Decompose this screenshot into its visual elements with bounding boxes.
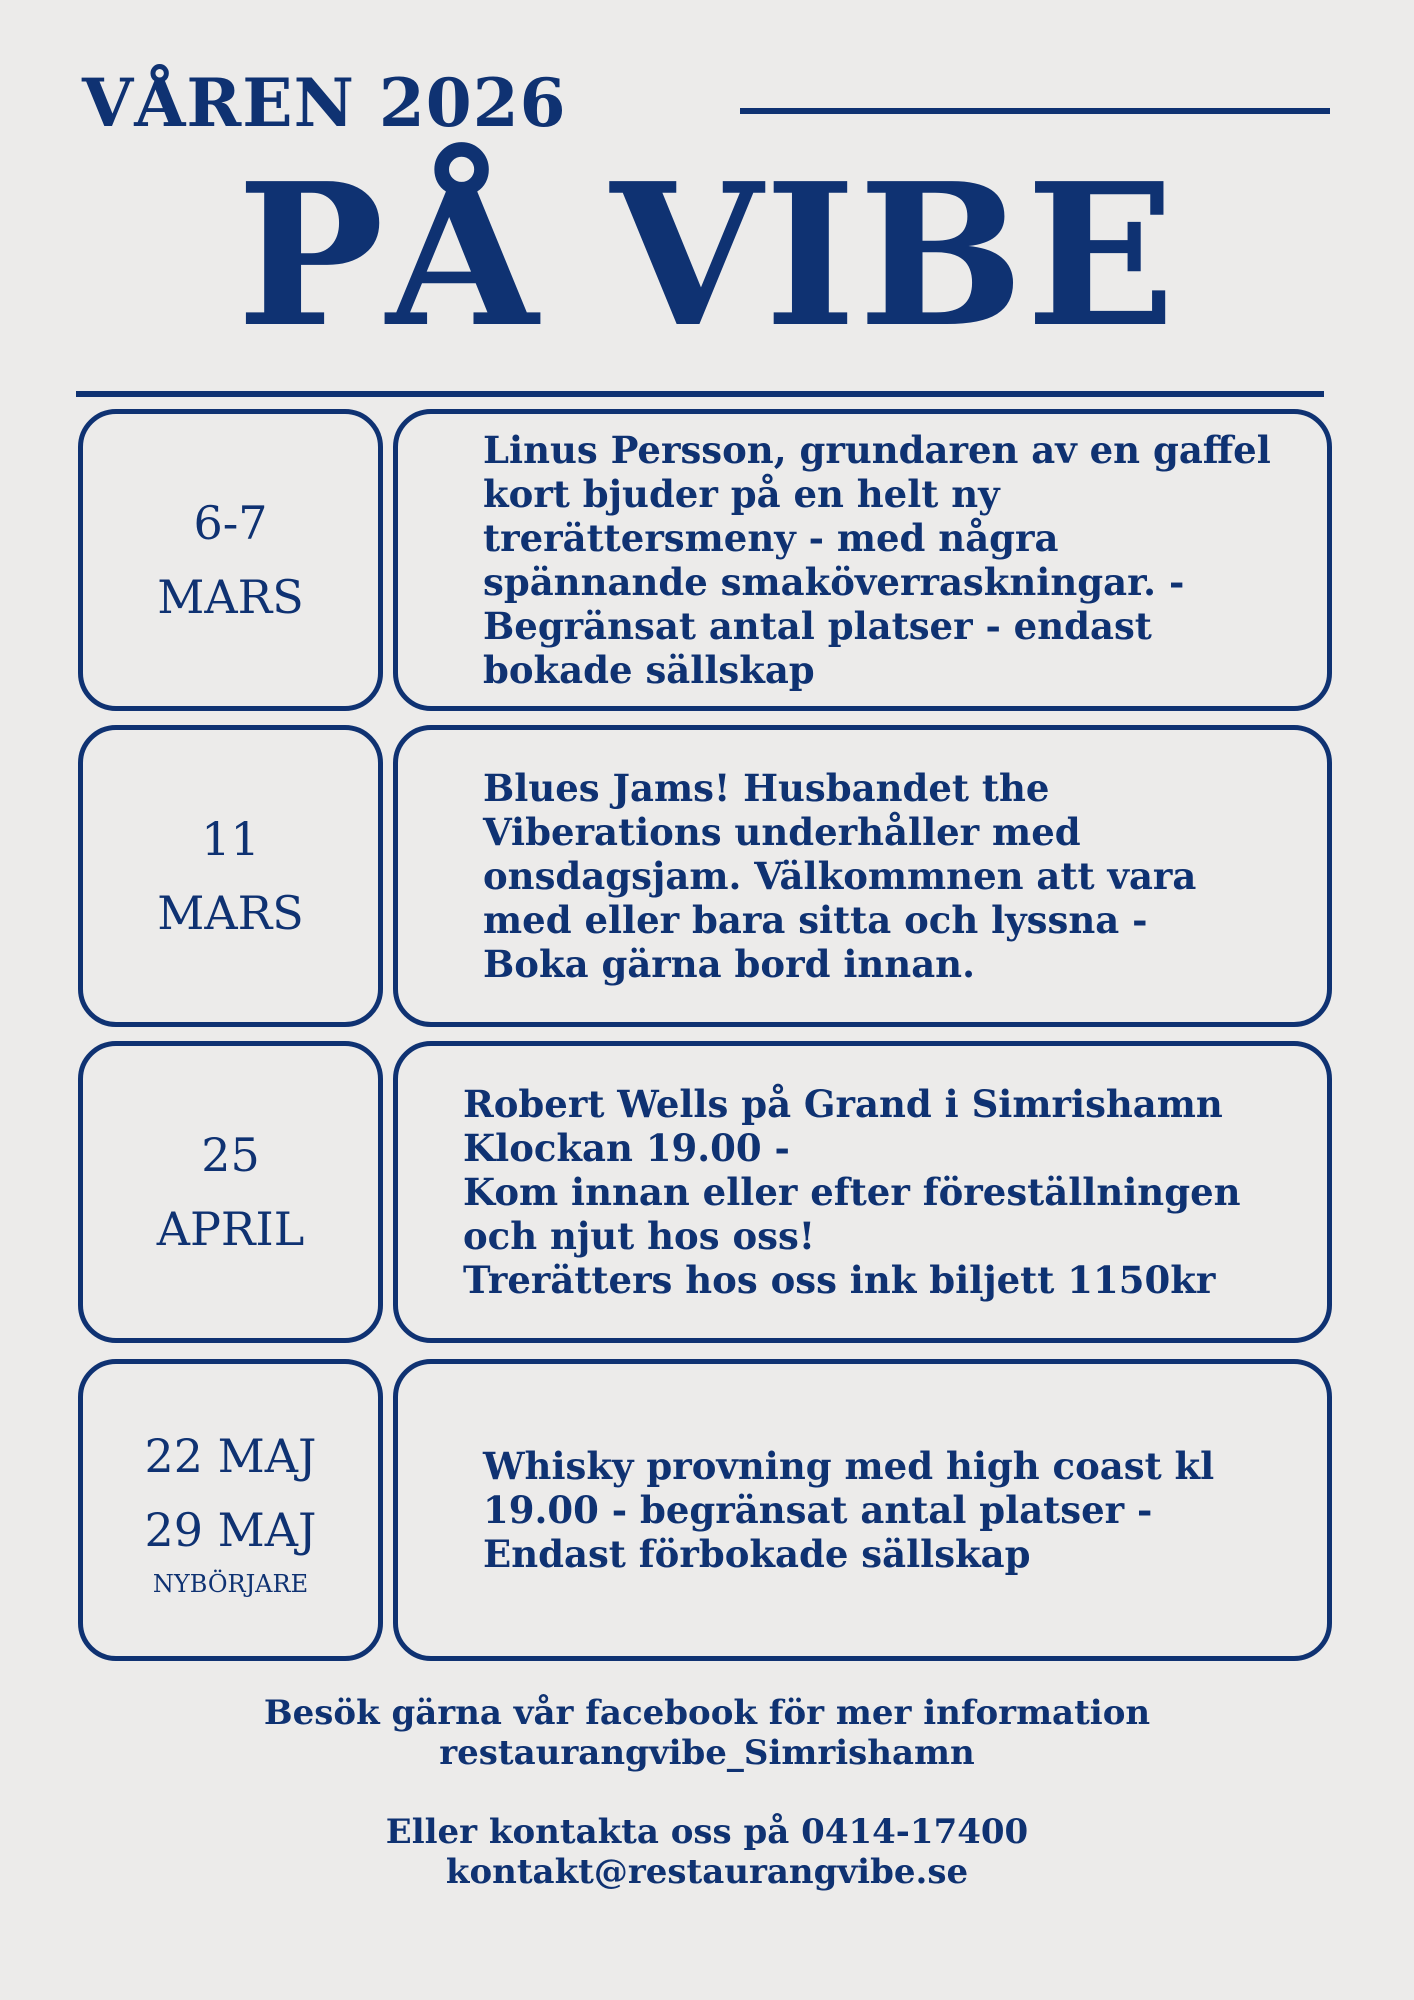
footer-email: kontakt@restaurangvibe.se — [445, 1852, 969, 1892]
event-date-note: NYBÖRJARE — [152, 1570, 309, 1598]
event-description-box — [393, 1359, 1332, 1661]
event-date-box — [78, 409, 383, 711]
event-date-line2: MARS — [157, 886, 304, 940]
event-description-box — [393, 725, 1332, 1027]
event-description: Blues Jams! Husbandet the Viberations underhåller med onsdagsjam. Välkommnen att vara med eller bara sitta och lyssna - Boka gärna bord innan. — [483, 766, 1197, 986]
footer-facebook-line: Besök gärna vår facebook för mer information — [263, 1693, 1151, 1733]
event-date-line1: 25 — [201, 1128, 260, 1182]
event-row — [78, 409, 1332, 711]
event-date-box — [78, 725, 383, 1027]
event-date-line2: MARS — [157, 570, 304, 624]
event-description: Robert Wells på Grand i Simrishamn Klockan 19.00 - Kom innan eller efter föreställningen och njut hos oss! Trerätters hos oss ink biljett 1150kr — [463, 1082, 1241, 1302]
page-title: PÅ VIBE — [236, 141, 1178, 371]
event-description: Whisky provning med high coast kl 19.00 - begränsat antal platser - Endast förbokade sällskap — [483, 1444, 1215, 1576]
event-description: Linus Persson, grundaren av en gaffel kort bjuder på en helt ny trerättersmeny - med några spännande smaköverraskningar. - Begränsat antal platser - endast bokade sällskap — [483, 428, 1271, 692]
event-date-box — [78, 1359, 383, 1661]
footer-phone-line: Eller kontakta oss på 0414-17400 — [385, 1812, 1029, 1852]
title-rule — [76, 391, 1324, 397]
event-row — [78, 1041, 1332, 1343]
top-rule — [740, 108, 1330, 114]
event-date-line2: APRIL — [156, 1202, 305, 1256]
event-description-box — [393, 1041, 1332, 1343]
event-row — [78, 1359, 1332, 1661]
season-heading: VÅREN 2026 — [82, 64, 567, 142]
event-date-line1: 11 — [201, 812, 260, 866]
event-date-line2: 29 MAJ — [144, 1503, 317, 1557]
event-date-line1: 6-7 — [193, 496, 268, 550]
event-description-box — [393, 409, 1332, 711]
event-date-line1: 22 MAJ — [144, 1429, 317, 1483]
footer-facebook-handle: restaurangvibe_Simrishamn — [439, 1733, 975, 1773]
event-row — [78, 725, 1332, 1027]
event-date-box — [78, 1041, 383, 1343]
